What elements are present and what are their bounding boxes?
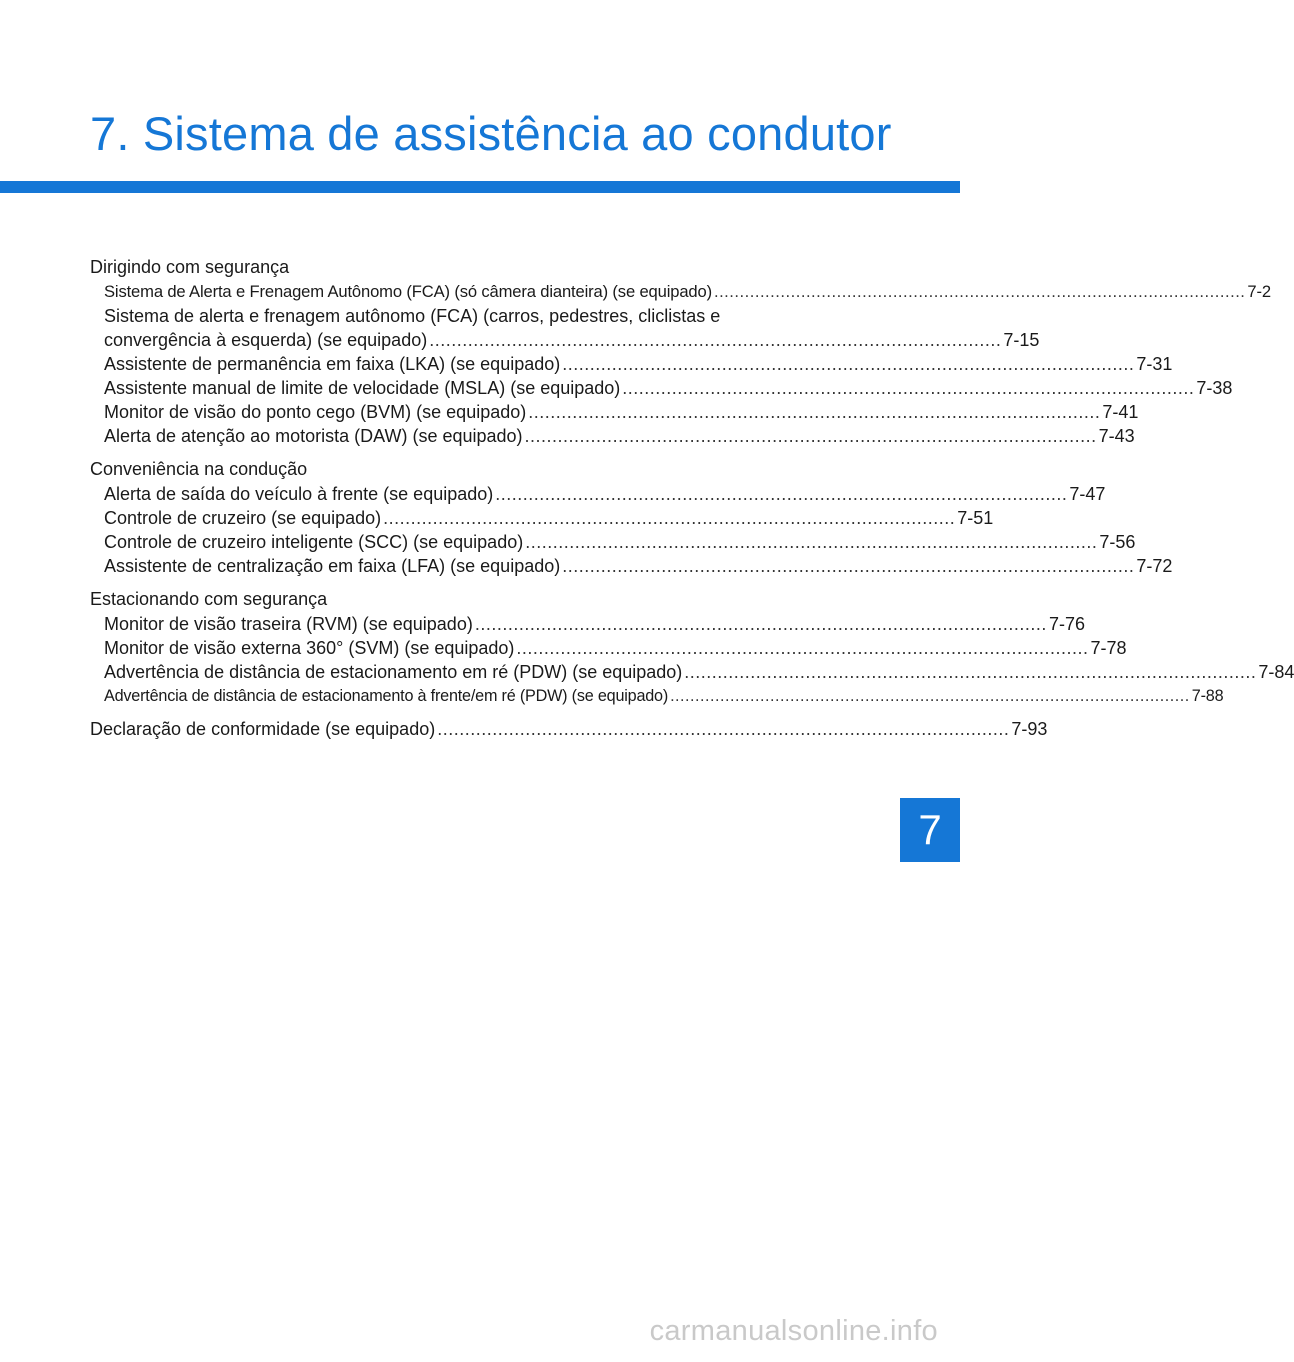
dot-leader: ........................................................................................................ <box>684 662 1257 682</box>
section-heading: Estacionando com segurança <box>90 589 328 609</box>
section-heading: Conveniência na condução <box>90 459 308 479</box>
toc-entry[interactable] <box>90 684 1224 708</box>
toc-entry-page: 7-88 <box>1191 687 1224 705</box>
section-heading: Dirigindo com segurança <box>90 257 290 277</box>
toc-entry[interactable] <box>90 554 1173 578</box>
toc-entry-page: 7-56 <box>1099 532 1136 552</box>
toc-entry-page: 7-31 <box>1136 354 1173 374</box>
dot-leader: ........................................................................................................ <box>562 354 1135 374</box>
toc-entry-page: 7-2 <box>1247 282 1271 301</box>
toc-entry[interactable] <box>90 530 1136 554</box>
title-divider <box>0 181 960 193</box>
toc-entry-page: 7-84 <box>1258 662 1294 682</box>
toc-entry-title: Assistente manual de limite de velocidade (MSLA) (se equipado) <box>104 378 621 398</box>
dot-leader: ........................................................................................................ <box>562 556 1135 576</box>
dot-leader: ........................................................................................................ <box>516 638 1089 658</box>
toc-entry-page: 7-43 <box>1098 426 1135 446</box>
dot-leader: ........................................................................................................ <box>622 378 1195 398</box>
toc-entry-page: 7-15 <box>1003 330 1040 350</box>
toc-entry-title: Assistente de centralização em faixa (LFA) (se equipado) <box>104 556 561 576</box>
toc-entry-title: Monitor de visão externa 360° (SVM) (se equipado) <box>104 638 515 658</box>
toc-entry[interactable] <box>90 352 1173 376</box>
toc-entry[interactable] <box>90 612 1085 636</box>
toc-entry-title: Advertência de distância de estacionamento à frente/em ré (PDW) (se equipado) <box>104 687 669 705</box>
toc-entry-title: Monitor de visão do ponto cego (BVM) (se equipado) <box>104 402 527 422</box>
toc-section-driving-convenience <box>90 456 1173 578</box>
toc-entry[interactable] <box>90 636 1127 660</box>
chapter-tab: 7 <box>900 798 960 862</box>
toc-entry-page: 7-47 <box>1069 484 1106 504</box>
table-of-contents <box>90 254 1294 742</box>
toc-entry[interactable] <box>90 280 1271 304</box>
watermark-text: carmanualsonline.info <box>649 1315 938 1347</box>
toc-entry-title: Declaração de conformidade (se equipado) <box>90 719 436 739</box>
toc-entry-title: Assistente de permanência em faixa (LKA) (se equipado) <box>104 354 561 374</box>
toc-entry[interactable] <box>90 400 1139 424</box>
toc-entry-title: convergência à esquerda) (se equipado) <box>104 330 428 350</box>
toc-entry-page: 7-51 <box>957 508 994 528</box>
toc-entry-title: Alerta de saída do veículo à frente (se equipado) <box>104 484 494 504</box>
toc-entry-page: 7-41 <box>1102 402 1139 422</box>
chapter-title: 7. Sistema de assistência ao condutor <box>90 107 892 160</box>
toc-section-driving-safely <box>90 254 1271 448</box>
toc-entry-page: 7-72 <box>1136 556 1173 576</box>
toc-entry[interactable] <box>90 376 1233 400</box>
dot-leader: ........................................................................................................ <box>429 330 1002 350</box>
toc-entry[interactable] <box>90 328 1040 352</box>
toc-entry-title: Alerta de atenção ao motorista (DAW) (se equipado) <box>104 426 523 446</box>
toc-entry[interactable] <box>90 482 1106 506</box>
dot-leader: ........................................................................................................ <box>524 426 1097 446</box>
toc-entry-title-line1[interactable]: Sistema de alerta e frenagem autônomo (FCA) (carros, pedestres, cliclistas e <box>104 306 721 326</box>
dot-leader: ........................................................................................................ <box>670 687 1190 705</box>
toc-entry[interactable] <box>90 660 1294 684</box>
toc-entry-title: Advertência de distância de estacionamento em ré (PDW) (se equipado) <box>104 662 683 682</box>
dot-leader: ........................................................................................................ <box>437 719 1010 739</box>
toc-entry-declaration[interactable] <box>90 716 1048 742</box>
toc-entry[interactable] <box>90 506 994 530</box>
toc-entry-title: Controle de cruzeiro inteligente (SCC) (se equipado) <box>104 532 524 552</box>
toc-entry[interactable] <box>90 424 1135 448</box>
dot-leader: ........................................................................................................ <box>525 532 1098 552</box>
dot-leader: ........................................................................................................ <box>528 402 1101 422</box>
toc-entry-page: 7-76 <box>1048 614 1085 634</box>
toc-entry-page: 7-78 <box>1090 638 1127 658</box>
toc-entry-page: 7-38 <box>1196 378 1233 398</box>
dot-leader: ........................................................................................................ <box>713 282 1246 301</box>
toc-entry-title: Controle de cruzeiro (se equipado) <box>104 508 382 528</box>
toc-entry-title: Monitor de visão traseira (RVM) (se equipado) <box>104 614 473 634</box>
toc-entry-page: 7-93 <box>1011 719 1048 739</box>
dot-leader: ........................................................................................................ <box>474 614 1047 634</box>
toc-entry-title: Sistema de Alerta e Frenagem Autônomo (FCA) (só câmera dianteira) (se equipado) <box>104 282 712 301</box>
dot-leader: ........................................................................................................ <box>383 508 956 528</box>
toc-section-parking-safely <box>90 586 1294 708</box>
dot-leader: ........................................................................................................ <box>495 484 1068 504</box>
